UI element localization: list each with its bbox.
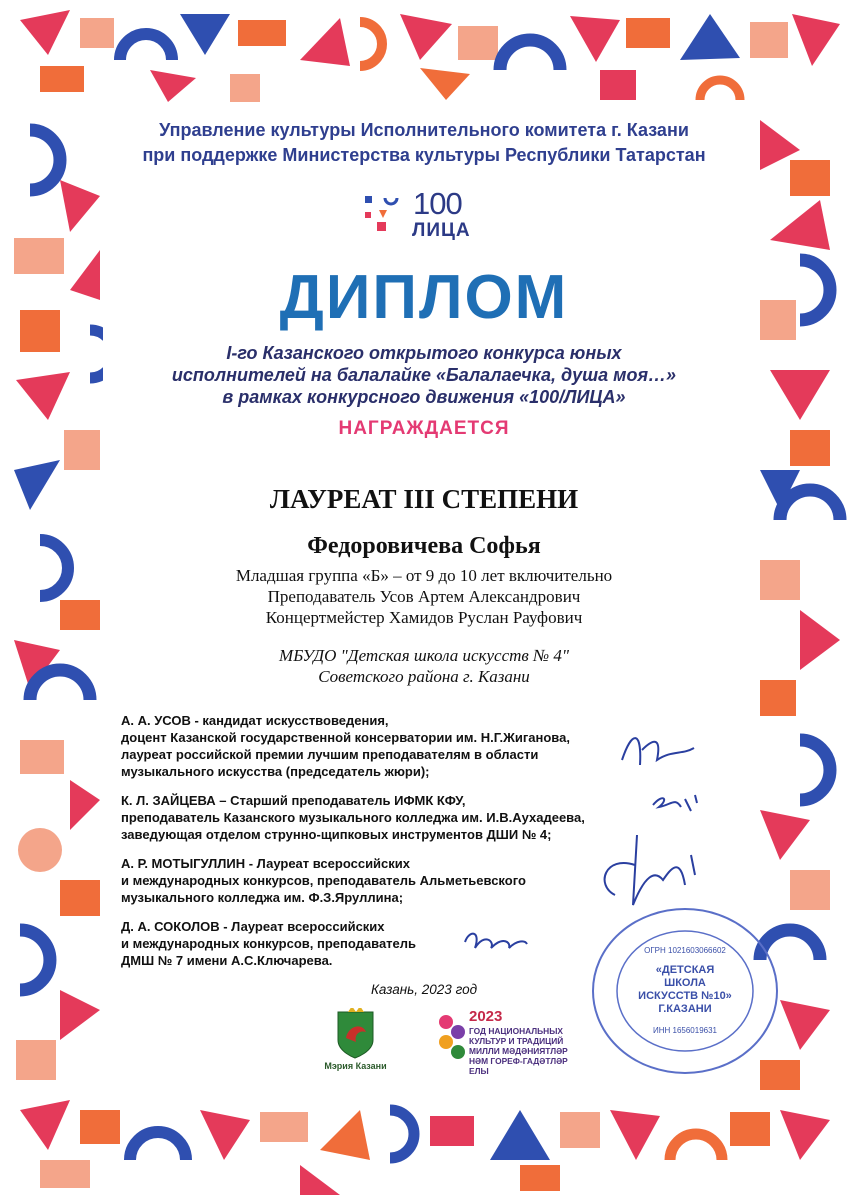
year-logo-text bbox=[469, 1026, 589, 1076]
project-logo-mark-icon bbox=[355, 190, 415, 240]
seal-ogrn: ОГРН 1021603066602 bbox=[644, 946, 726, 955]
project-logo-number: 100 bbox=[413, 186, 462, 221]
contest-line-2: исполнителей на балалайке «Балалаечка, душа моя…» bbox=[171, 365, 677, 385]
recipient-name: Федоровичева Софья bbox=[307, 533, 541, 559]
contest-line-1: I-го Казанского открытого конкурса юных bbox=[226, 343, 622, 363]
year-logo-text-3: МИЛЛИ МӘДӘНИЯТЛӘР bbox=[469, 1046, 568, 1056]
jury-member: А. Р. МОТЫГУЛЛИН - Лауреат всероссийских и международных конкурсов, преподаватель Альметьевского музыкального колледжа им. Ф.З.Яруллина; bbox=[121, 856, 526, 905]
jury-member: К. Л. ЗАЙЦЕВА – Старший преподаватель ИФМК КФУ, преподаватель Казанского музыкального колледжа им. И.В.Аухадеева, заведующая отделом струнно-щипковых инструментов ДШИ № 4; bbox=[121, 793, 585, 842]
kazan-coat-of-arms-icon bbox=[318, 1008, 393, 1060]
project-logo bbox=[355, 186, 495, 250]
jury-list bbox=[121, 712, 641, 981]
recipient-group: Младшая группа «Б» – от 9 до 10 лет включительно bbox=[235, 566, 613, 585]
signature-usov bbox=[612, 720, 702, 780]
awarded-label: НАГРАЖДАЕТСЯ bbox=[338, 418, 510, 439]
mayor-logo-caption: Мэрия Казани bbox=[324, 1061, 387, 1071]
seal-line-3: ИСКУССТВ №10» bbox=[638, 990, 732, 1002]
laureate-degree: ЛАУРЕАТ III СТЕПЕНИ bbox=[269, 484, 579, 514]
seal-line-1: «ДЕТСКАЯ bbox=[655, 964, 715, 976]
diploma-title: ДИПЛОМ bbox=[279, 263, 569, 332]
school-line-2: Советского района г. Казани bbox=[318, 667, 530, 686]
seal-inn: ИНН 1656019631 bbox=[652, 1026, 718, 1035]
year-logo-year: 2023 bbox=[469, 1008, 503, 1025]
year-logo-text-2: КУЛЬТУР И ТРАДИЦИЙ bbox=[469, 1036, 564, 1046]
jury-member: А. А. УСОВ - кандидат искусствоведения, доцент Казанской государственной консерватории им. Н.Г.Жиганова, лауреат российской премии лучшим преподавателям в области музыкального искусства (председатель жюри); bbox=[121, 713, 570, 779]
mayor-kazan-logo bbox=[318, 1008, 393, 1073]
signature-sokolov bbox=[455, 922, 535, 962]
signature-zaitseva bbox=[645, 785, 705, 825]
signature-motygullin bbox=[585, 825, 705, 915]
recipient-accompanist: Концертмейстер Хамидов Руслан Рауфович bbox=[265, 608, 583, 627]
contest-line-3: в рамках конкурсного движения «100/ЛИЦА» bbox=[222, 387, 626, 407]
year-of-cultures-logo bbox=[436, 1008, 586, 1076]
city-year: Казань, 2023 год bbox=[370, 982, 478, 997]
recipient-teacher: Преподаватель Усов Артем Александрович bbox=[267, 587, 581, 606]
seal-line-4: Г.КАЗАНИ bbox=[658, 1003, 712, 1015]
organizer-line-2: при поддержке Министерства культуры Республики Татарстан bbox=[142, 145, 706, 165]
school-line-1: МБУДО "Детская школа искусств № 4" bbox=[279, 646, 569, 665]
organizer-line-1: Управление культуры Исполнительного комитета г. Казани bbox=[159, 120, 689, 140]
school-name bbox=[0, 645, 848, 687]
jury-member: Д. А. СОКОЛОВ - Лауреат всероссийских и международных конкурсов, преподаватель ДМШ № 7 имени А.С.Ключарева. bbox=[121, 919, 417, 968]
year-logo-text-1: ГОД НАЦИОНАЛЬНЫХ bbox=[469, 1026, 564, 1036]
year-logo-text-4: HӘМ ГОРЕФ-ГАДӘТЛӘР ЕЛЫ bbox=[469, 1056, 568, 1076]
project-logo-word: ЛИЦА bbox=[412, 220, 471, 241]
year-logo-ornament-icon bbox=[436, 1010, 468, 1066]
contest-description bbox=[0, 342, 848, 408]
seal-line-2: ШКОЛА bbox=[664, 977, 706, 989]
organizer-header bbox=[0, 118, 848, 168]
